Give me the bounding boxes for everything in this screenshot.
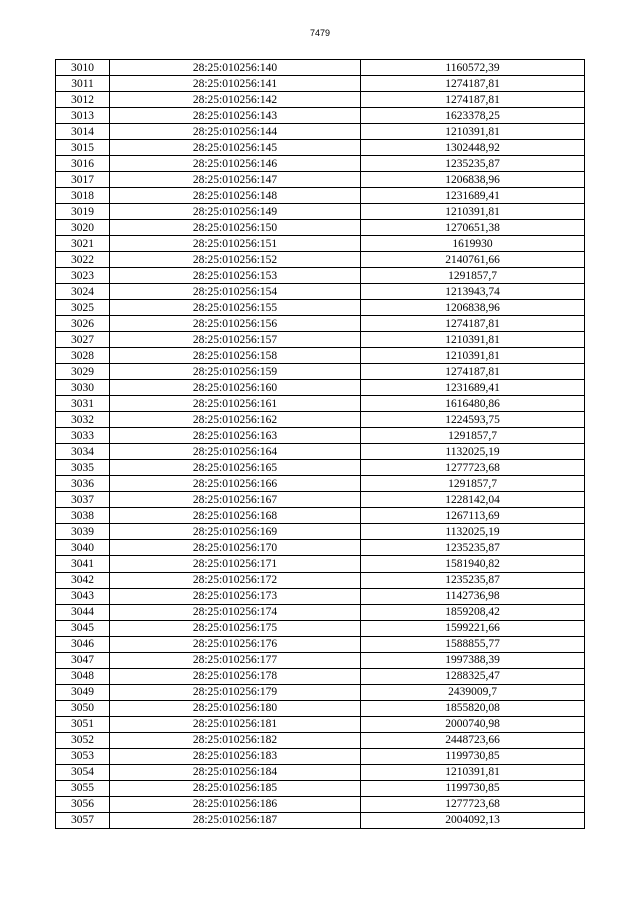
table-row <box>56 92 585 108</box>
cadastral-value-cell: 1619930 <box>361 236 585 252</box>
cadastral-value-cell: 1616480,86 <box>361 396 585 412</box>
table-row <box>56 220 585 236</box>
cadastral-number-cell: 28:25:010256:162 <box>110 412 361 428</box>
cadastral-value-cell: 1142736,98 <box>361 588 585 604</box>
table-row <box>56 556 585 572</box>
cadastral-value-cell: 1997388,39 <box>361 652 585 668</box>
table-row <box>56 140 585 156</box>
row-number-cell: 3014 <box>56 124 110 140</box>
row-number-cell: 3013 <box>56 108 110 124</box>
row-number-cell: 3018 <box>56 188 110 204</box>
cadastral-value-cell: 1855820,08 <box>361 700 585 716</box>
table-row <box>56 684 585 700</box>
row-number-cell: 3019 <box>56 204 110 220</box>
cadastral-value-cell: 1859208,42 <box>361 604 585 620</box>
table-row <box>56 188 585 204</box>
cadastral-number-cell: 28:25:010256:161 <box>110 396 361 412</box>
cadastral-value-cell: 1274187,81 <box>361 316 585 332</box>
table-row <box>56 700 585 716</box>
table-row <box>56 236 585 252</box>
cadastral-value-cell: 1277723,68 <box>361 796 585 812</box>
cadastral-number-cell: 28:25:010256:166 <box>110 476 361 492</box>
row-number-cell: 3048 <box>56 668 110 684</box>
cadastral-number-cell: 28:25:010256:144 <box>110 124 361 140</box>
cadastral-number-cell: 28:25:010256:163 <box>110 428 361 444</box>
cadastral-number-cell: 28:25:010256:178 <box>110 668 361 684</box>
row-number-cell: 3015 <box>56 140 110 156</box>
table-row <box>56 636 585 652</box>
row-number-cell: 3025 <box>56 300 110 316</box>
row-number-cell: 3039 <box>56 524 110 540</box>
table-row <box>56 716 585 732</box>
row-number-cell: 3023 <box>56 268 110 284</box>
page-number: 7479 <box>309 28 331 38</box>
cadastral-value-cell: 1274187,81 <box>361 364 585 380</box>
cadastral-value-cell: 1210391,81 <box>361 764 585 780</box>
row-number-cell: 3029 <box>56 364 110 380</box>
table-row <box>56 124 585 140</box>
row-number-cell: 3022 <box>56 252 110 268</box>
row-number-cell: 3054 <box>56 764 110 780</box>
cadastral-value-cell: 1581940,82 <box>361 556 585 572</box>
cadastral-value-cell: 1213943,74 <box>361 284 585 300</box>
table-row <box>56 300 585 316</box>
table-row <box>56 156 585 172</box>
cadastral-number-cell: 28:25:010256:175 <box>110 620 361 636</box>
cadastral-number-cell: 28:25:010256:157 <box>110 332 361 348</box>
row-number-cell: 3049 <box>56 684 110 700</box>
table-row <box>56 748 585 764</box>
table-row <box>56 316 585 332</box>
cadastral-value-cell: 1277723,68 <box>361 460 585 476</box>
table-row <box>56 268 585 284</box>
table-row <box>56 204 585 220</box>
cadastral-value-cell: 1235235,87 <box>361 540 585 556</box>
cadastral-number-cell: 28:25:010256:143 <box>110 108 361 124</box>
cadastral-number-cell: 28:25:010256:142 <box>110 92 361 108</box>
cadastral-number-cell: 28:25:010256:179 <box>110 684 361 700</box>
cadastral-value-cell: 2439009,7 <box>361 684 585 700</box>
cadastral-value-cell: 1206838,96 <box>361 300 585 316</box>
cadastral-number-cell: 28:25:010256:181 <box>110 716 361 732</box>
cadastral-number-cell: 28:25:010256:167 <box>110 492 361 508</box>
row-number-cell: 3046 <box>56 636 110 652</box>
row-number-cell: 3047 <box>56 652 110 668</box>
cadastral-value-cell: 1132025,19 <box>361 524 585 540</box>
table-row <box>56 508 585 524</box>
cadastral-value-cell: 1274187,81 <box>361 76 585 92</box>
cadastral-value-cell: 1228142,04 <box>361 492 585 508</box>
cadastral-value-cell: 1599221,66 <box>361 620 585 636</box>
table-row <box>56 412 585 428</box>
cadastral-value-cell: 1210391,81 <box>361 124 585 140</box>
cadastral-value-cell: 1231689,41 <box>361 380 585 396</box>
cadastral-number-cell: 28:25:010256:180 <box>110 700 361 716</box>
cadastral-number-cell: 28:25:010256:172 <box>110 572 361 588</box>
cadastral-value-cell: 1210391,81 <box>361 204 585 220</box>
cadastral-value-cell: 1267113,69 <box>361 508 585 524</box>
table-row <box>56 364 585 380</box>
table-row <box>56 732 585 748</box>
row-number-cell: 3057 <box>56 812 110 828</box>
cadastral-number-cell: 28:25:010256:160 <box>110 380 361 396</box>
row-number-cell: 3031 <box>56 396 110 412</box>
cadastral-number-cell: 28:25:010256:173 <box>110 588 361 604</box>
table-row <box>56 284 585 300</box>
table-row <box>56 396 585 412</box>
cadastral-number-cell: 28:25:010256:140 <box>110 60 361 76</box>
row-number-cell: 3010 <box>56 60 110 76</box>
table-row <box>56 668 585 684</box>
table-row <box>56 108 585 124</box>
cadastral-value-cell: 1210391,81 <box>361 332 585 348</box>
table-row <box>56 76 585 92</box>
table-row <box>56 476 585 492</box>
cadastral-number-cell: 28:25:010256:149 <box>110 204 361 220</box>
cadastral-value-cell: 1274187,81 <box>361 92 585 108</box>
cadastral-number-cell: 28:25:010256:185 <box>110 780 361 796</box>
cadastral-number-cell: 28:25:010256:152 <box>110 252 361 268</box>
table-row <box>56 540 585 556</box>
row-number-cell: 3011 <box>56 76 110 92</box>
table-row <box>56 588 585 604</box>
cadastral-number-cell: 28:25:010256:146 <box>110 156 361 172</box>
table-row <box>56 764 585 780</box>
cadastral-value-cell: 2000740,98 <box>361 716 585 732</box>
row-number-cell: 3051 <box>56 716 110 732</box>
row-number-cell: 3056 <box>56 796 110 812</box>
row-number-cell: 3030 <box>56 380 110 396</box>
row-number-cell: 3020 <box>56 220 110 236</box>
row-number-cell: 3028 <box>56 348 110 364</box>
cadastral-value-cell: 2004092,13 <box>361 812 585 828</box>
table-row <box>56 796 585 812</box>
cadastral-number-cell: 28:25:010256:150 <box>110 220 361 236</box>
cadastral-number-cell: 28:25:010256:187 <box>110 812 361 828</box>
cadastral-value-cell: 1231689,41 <box>361 188 585 204</box>
cadastral-number-cell: 28:25:010256:184 <box>110 764 361 780</box>
row-number-cell: 3041 <box>56 556 110 572</box>
cadastral-number-cell: 28:25:010256:171 <box>110 556 361 572</box>
table-row <box>56 348 585 364</box>
cadastral-value-cell: 1270651,38 <box>361 220 585 236</box>
row-number-cell: 3038 <box>56 508 110 524</box>
table-row <box>56 252 585 268</box>
cadastral-value-cell: 1199730,85 <box>361 780 585 796</box>
cadastral-number-cell: 28:25:010256:156 <box>110 316 361 332</box>
row-number-cell: 3012 <box>56 92 110 108</box>
cadastral-value-cell: 1199730,85 <box>361 748 585 764</box>
cadastral-value-cell: 1291857,7 <box>361 428 585 444</box>
row-number-cell: 3040 <box>56 540 110 556</box>
cadastral-number-cell: 28:25:010256:151 <box>110 236 361 252</box>
cadastral-value-cell: 1291857,7 <box>361 476 585 492</box>
table-row <box>56 332 585 348</box>
row-number-cell: 3050 <box>56 700 110 716</box>
table-row <box>56 812 585 828</box>
cadastral-value-cell: 2140761,66 <box>361 252 585 268</box>
cadastral-number-cell: 28:25:010256:158 <box>110 348 361 364</box>
cadastral-value-table <box>55 59 585 829</box>
table-row <box>56 460 585 476</box>
cadastral-number-cell: 28:25:010256:186 <box>110 796 361 812</box>
cadastral-value-cell: 1623378,25 <box>361 108 585 124</box>
row-number-cell: 3037 <box>56 492 110 508</box>
row-number-cell: 3044 <box>56 604 110 620</box>
row-number-cell: 3045 <box>56 620 110 636</box>
cadastral-number-cell: 28:25:010256:164 <box>110 444 361 460</box>
cadastral-number-cell: 28:25:010256:155 <box>110 300 361 316</box>
cadastral-value-cell: 1206838,96 <box>361 172 585 188</box>
table-row <box>56 428 585 444</box>
cadastral-value-cell: 1288325,47 <box>361 668 585 684</box>
table-body <box>56 60 585 829</box>
row-number-cell: 3052 <box>56 732 110 748</box>
cadastral-value-cell: 1235235,87 <box>361 572 585 588</box>
row-number-cell: 3017 <box>56 172 110 188</box>
cadastral-value-cell: 1588855,77 <box>361 636 585 652</box>
cadastral-number-cell: 28:25:010256:169 <box>110 524 361 540</box>
cadastral-number-cell: 28:25:010256:141 <box>110 76 361 92</box>
row-number-cell: 3036 <box>56 476 110 492</box>
table-row <box>56 620 585 636</box>
cadastral-number-cell: 28:25:010256:183 <box>110 748 361 764</box>
cadastral-value-cell: 1235235,87 <box>361 156 585 172</box>
row-number-cell: 3033 <box>56 428 110 444</box>
cadastral-value-cell: 1132025,19 <box>361 444 585 460</box>
cadastral-number-cell: 28:25:010256:154 <box>110 284 361 300</box>
row-number-cell: 3016 <box>56 156 110 172</box>
cadastral-number-cell: 28:25:010256:168 <box>110 508 361 524</box>
table-row <box>56 524 585 540</box>
table-row <box>56 572 585 588</box>
cadastral-number-cell: 28:25:010256:148 <box>110 188 361 204</box>
row-number-cell: 3021 <box>56 236 110 252</box>
cadastral-number-cell: 28:25:010256:147 <box>110 172 361 188</box>
cadastral-number-cell: 28:25:010256:165 <box>110 460 361 476</box>
cadastral-number-cell: 28:25:010256:159 <box>110 364 361 380</box>
cadastral-number-cell: 28:25:010256:145 <box>110 140 361 156</box>
cadastral-value-cell: 1210391,81 <box>361 348 585 364</box>
row-number-cell: 3053 <box>56 748 110 764</box>
row-number-cell: 3032 <box>56 412 110 428</box>
cadastral-value-cell: 1302448,92 <box>361 140 585 156</box>
row-number-cell: 3042 <box>56 572 110 588</box>
row-number-cell: 3043 <box>56 588 110 604</box>
table-row <box>56 172 585 188</box>
table-row <box>56 444 585 460</box>
cadastral-value-cell: 1160572,39 <box>361 60 585 76</box>
row-number-cell: 3026 <box>56 316 110 332</box>
cadastral-number-cell: 28:25:010256:153 <box>110 268 361 284</box>
row-number-cell: 3034 <box>56 444 110 460</box>
cadastral-value-cell: 1224593,75 <box>361 412 585 428</box>
cadastral-number-cell: 28:25:010256:182 <box>110 732 361 748</box>
table-row <box>56 60 585 76</box>
cadastral-number-cell: 28:25:010256:177 <box>110 652 361 668</box>
cadastral-value-cell: 1291857,7 <box>361 268 585 284</box>
row-number-cell: 3027 <box>56 332 110 348</box>
cadastral-value-cell: 2448723,66 <box>361 732 585 748</box>
table-row <box>56 380 585 396</box>
cadastral-number-cell: 28:25:010256:176 <box>110 636 361 652</box>
cadastral-number-cell: 28:25:010256:174 <box>110 604 361 620</box>
table-row <box>56 492 585 508</box>
cadastral-number-cell: 28:25:010256:170 <box>110 540 361 556</box>
table-row <box>56 604 585 620</box>
row-number-cell: 3055 <box>56 780 110 796</box>
row-number-cell: 3035 <box>56 460 110 476</box>
table-row <box>56 652 585 668</box>
row-number-cell: 3024 <box>56 284 110 300</box>
table-row <box>56 780 585 796</box>
